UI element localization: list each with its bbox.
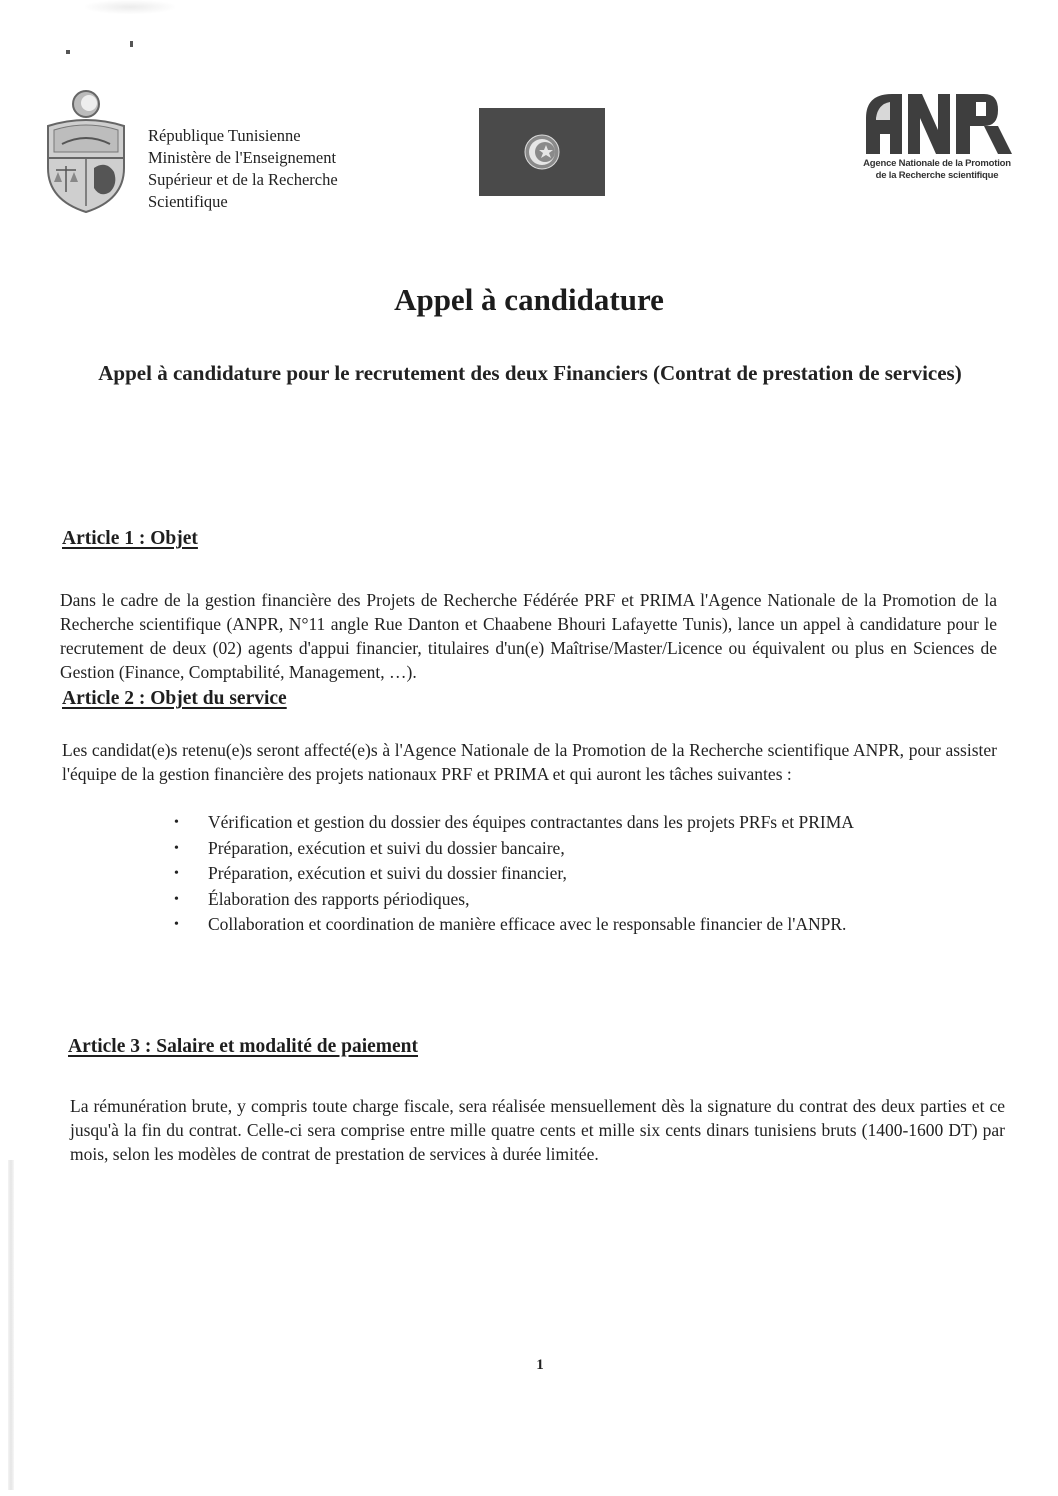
bullet-icon: • xyxy=(174,815,179,830)
bullet-icon: • xyxy=(174,840,179,856)
ministry-line: République Tunisienne xyxy=(148,126,301,145)
scan-speck xyxy=(66,50,70,54)
article-1-heading: Article 1 : Objet xyxy=(62,528,198,549)
anpr-subtitle-line: Agence Nationale de la Promotion xyxy=(863,158,1011,169)
scan-speck xyxy=(130,41,133,47)
bullet-icon: • xyxy=(174,866,179,881)
article-3-body: La rémunération brute, y compris toute charge fiscale, sera réalisée mensuellement dès la signature du contrat des deux parties et ce jusqu'à la fin du contrat. Celle-ci sera comprise entre mille quatre cents et mille six cents dinars tunisiens bruts (1400-1600 DT) par mois, selon les modèles de contrat de prestation de services à durée limitée. xyxy=(70,1096,1005,1164)
ministry-header xyxy=(148,125,338,213)
ministry-line: Scientifique xyxy=(148,192,228,211)
task-item: • Élaboration des rapports périodiques, xyxy=(170,887,960,913)
anpr-subtitle-line: de la Recherche scientifique xyxy=(875,170,999,181)
article-1-body: Dans le cadre de la gestion financière des Projets de Recherche Fédérée PRF et PRIMA l'Agence Nationale de la Promotion de la Recherche scientifique (ANPR, N°11 angle Rue Danton et Chaabene Bhouri Lafayette Tunis), lance un appel à candidature pour le recrutement de deux (02) agents d'appui financier, titulaires d'un(e) Maîtrise/Master/Licence ou équivalent ou plus en Sciences de Gestion (Finance, Comptabilité, Management, …). xyxy=(60,590,997,682)
task-list xyxy=(170,810,960,938)
scan-smudge xyxy=(85,0,175,14)
bullet-icon: • xyxy=(174,917,179,932)
document-subtitle: Appel à candidature pour le recrutement des deux Financiers (Contrat de prestation de services) xyxy=(98,361,962,385)
task-item: • Préparation, exécution et suivi du dossier bancaire, xyxy=(170,836,960,862)
anpr-agency-name xyxy=(852,158,1022,182)
ministry-line: Supérieur et de la Recherche xyxy=(148,170,338,189)
task-item: • Vérification et gestion du dossier des équipes contractantes dans les projets PRFs et PRIMA xyxy=(170,810,960,836)
bullet-icon: • xyxy=(174,891,179,907)
document-title: Appel à candidature xyxy=(394,282,664,317)
page-number: 1 xyxy=(536,1357,544,1373)
task-item: • Collaboration et coordination de manière efficace avec le responsable financier de l'ANPR. xyxy=(170,912,960,938)
article-3-heading: Article 3 : Salaire et modalité de paiement xyxy=(68,1036,419,1057)
tunisia-coat-of-arms-icon xyxy=(40,88,132,214)
article-2-heading: Article 2 : Objet du service xyxy=(62,688,287,709)
article-2-body: Les candidat(e)s retenu(e)s seront affecté(e)s à l'Agence Nationale de la Promotion de la Recherche scientifique ANPR, pour assister l'équipe de la gestion financière des projets nationaux PRF et PRIMA et qui auront les tâches suivantes : xyxy=(62,740,997,784)
tunisia-flag-icon xyxy=(479,108,605,196)
ministry-line: Ministère de l'Enseignement xyxy=(148,148,337,167)
task-item: • Préparation, exécution et suivi du dossier financier, xyxy=(170,861,960,887)
scan-edge xyxy=(8,1160,14,1490)
